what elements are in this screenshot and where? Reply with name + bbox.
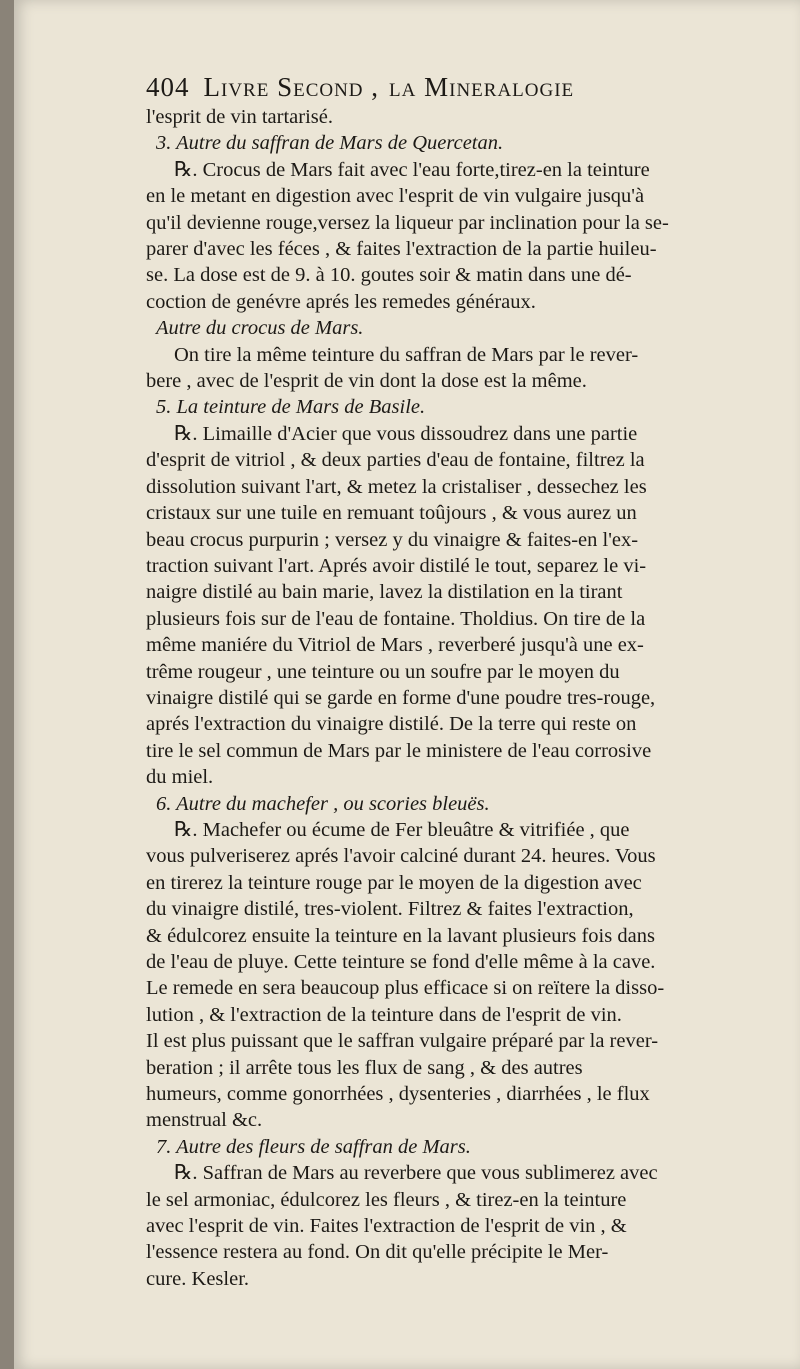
- text-line: traction suivant l'art. Aprés avoir distilé le tout, separez le vi-: [146, 554, 647, 577]
- text-line: l'essence restera au fond. On dit qu'elle précipite le Mer-: [146, 1241, 609, 1264]
- text-line: vinaigre distilé qui se garde en forme d'une poudre tres-rouge,: [146, 686, 656, 709]
- text-line: d'esprit de vitriol , & deux parties d'eau de fontaine, filtrez la: [146, 449, 645, 472]
- text-line: trême rougeur , une teinture ou un soufre par le moyen du: [146, 660, 620, 683]
- text-line: & édulcorez ensuite la teinture en la lavant plusieurs fois dans: [146, 924, 655, 947]
- page-text: [146, 70, 786, 1292]
- text-line: parer d'avec les féces , & faites l'extraction de la partie huileu-: [146, 238, 657, 261]
- text-line: le sel armoniac, édulcorez les fleurs , & tirez-en la teinture: [146, 1188, 627, 1211]
- text-line: de l'eau de pluye. Cette teinture se fond d'elle même à la cave.: [146, 951, 656, 973]
- text-line: ℞. Crocus de Mars fait avec l'eau forte,tirez-en la teinture: [174, 158, 650, 181]
- text-line: coction de genévre aprés les remedes généraux.: [146, 290, 536, 313]
- text-line: cristaux sur une tuile en remuant toûjours , & vous aurez un: [146, 502, 637, 525]
- text-line: lution , & l'extraction de la teinture dans de l'esprit de vin.: [146, 1003, 622, 1026]
- header-title-part2: la Mineralogie: [389, 72, 575, 102]
- text-line: se. La dose est de 9. à 10. goutes soir & matin dans une dé-: [146, 264, 632, 287]
- page-number: 404: [146, 72, 190, 102]
- text-line: qu'il devienne rouge,versez la liqueur par inclination pour la se-: [146, 211, 669, 234]
- body-text: [146, 104, 786, 1292]
- text-line: aprés l'extraction du vinaigre distilé. De la terre qui reste on: [146, 713, 637, 736]
- text-line: cure. Kesler.: [146, 1267, 250, 1290]
- section-heading: 3. Autre du saffran de Mars de Quercetan.: [156, 132, 504, 155]
- text-line: On tire la même teinture du saffran de Mars par le rever-: [174, 343, 639, 366]
- text-line: plusieurs fois sur de l'eau de fontaine. Tholdius. On tire de la: [146, 607, 646, 630]
- text-line: en tirerez la teinture rouge par le moyen de la digestion avec: [146, 871, 642, 894]
- text-line: Il est plus puissant que le saffran vulgaire préparé par la rever-: [146, 1030, 659, 1053]
- book-page: [14, 0, 800, 1369]
- text-line: même maniére du Vitriol de Mars , reverberé jusqu'à une ex-: [146, 634, 644, 657]
- text-line: du vinaigre distilé, tres-violent. Filtrez & faites l'extraction,: [146, 898, 634, 921]
- text-line: en le metant en digestion avec l'esprit de vin vulgaire jusqu'à: [146, 185, 645, 208]
- text-line: avec l'esprit de vin. Faites l'extraction de l'esprit de vin , &: [146, 1215, 627, 1238]
- text-line: menstrual &c.: [146, 1109, 263, 1132]
- section-heading: Autre du crocus de Mars.: [156, 317, 364, 340]
- text-line: beau crocus purpurin ; versez y du vinaigre & faites-en l'ex-: [146, 528, 639, 551]
- header-title-part1: Livre Second ,: [203, 72, 380, 102]
- text-line: l'esprit de vin tartarisé.: [146, 106, 333, 128]
- text-line: du miel.: [146, 766, 214, 789]
- running-header: [146, 70, 786, 104]
- text-line: ℞. Machefer ou écume de Fer bleuâtre & vitrifiée , que: [174, 818, 630, 841]
- section-heading: 6. Autre du machefer , ou scories bleuës.: [156, 792, 490, 815]
- text-line: Le remede en sera beaucoup plus efficace si on reïtere la disso-: [146, 977, 665, 1000]
- text-line: ℞. Limaille d'Acier que vous dissoudrez dans une partie: [174, 422, 638, 445]
- text-line: ℞. Saffran de Mars au reverbere que vous sublimerez avec: [174, 1162, 658, 1185]
- text-line: beration ; il arrête tous les flux de sang , & des autres: [146, 1056, 583, 1079]
- text-line: tire le sel commun de Mars par le ministere de l'eau corrosive: [146, 739, 652, 762]
- section-heading: 5. La teinture de Mars de Basile.: [156, 396, 426, 419]
- text-line: vous pulveriserez aprés l'avoir calciné durant 24. heures. Vous: [146, 845, 656, 868]
- text-line: humeurs, comme gonorrhées , dysenteries , diarrhées , le flux: [146, 1083, 650, 1106]
- text-line: dissolution suivant l'art, & metez la cristaliser , dessechez les: [146, 475, 647, 498]
- text-line: naigre distilé au bain marie, lavez la distilation en la tirant: [146, 581, 623, 604]
- section-heading: 7. Autre des fleurs de saffran de Mars.: [156, 1135, 471, 1158]
- text-line: bere , avec de l'esprit de vin dont la dose est la même.: [146, 370, 587, 393]
